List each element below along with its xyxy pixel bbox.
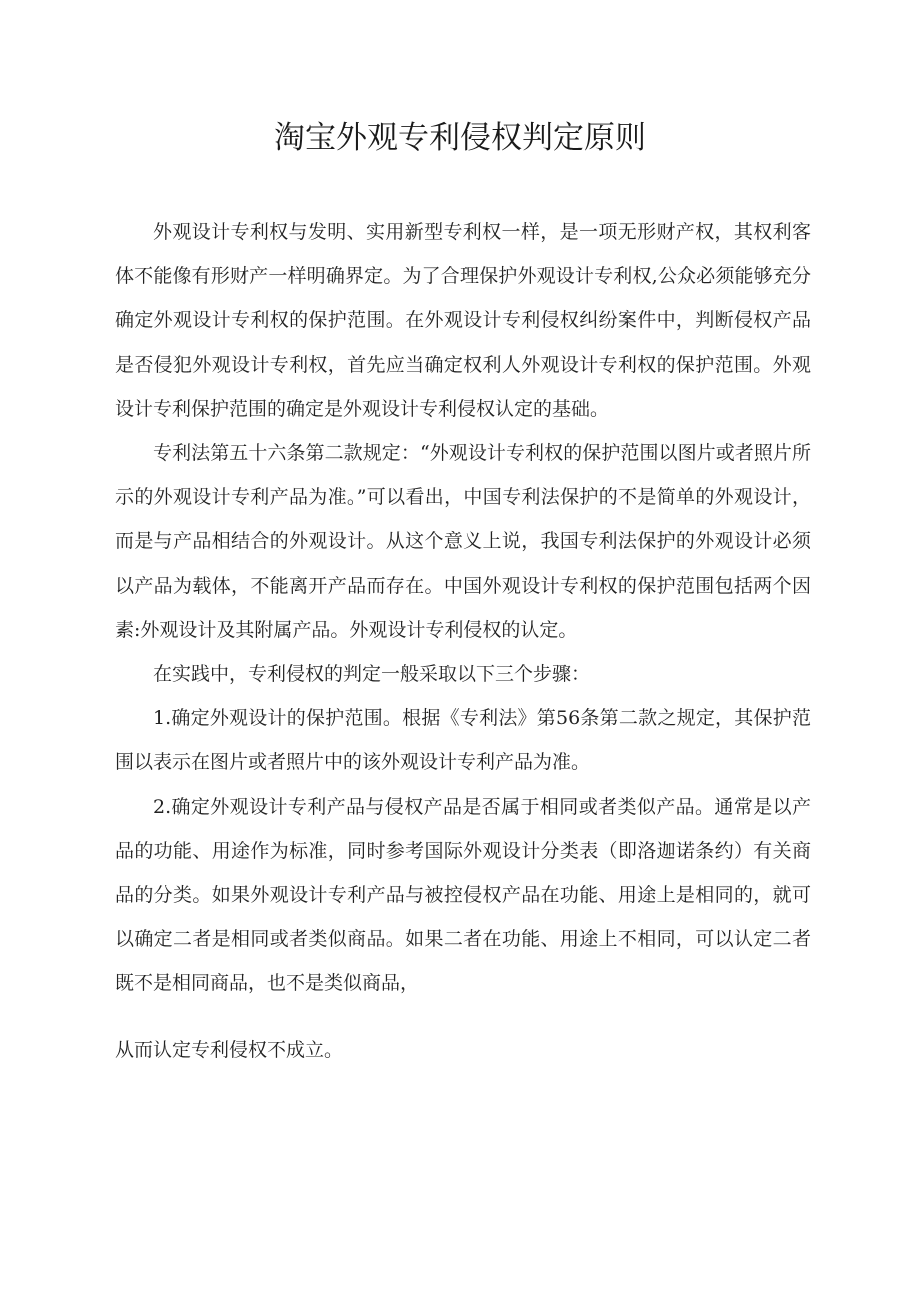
document-body [115, 210, 811, 1072]
paragraph-intro: 外观设计专利权与发明、实用新型专利权一样，是一项无形财产权，其权利客体不能像有形财产一样明确界定。为了合理保护外观设计专利权,公众必须能够充分确定外观设计专利权的保护范围。在外观设计专利侵权纠纷案件中，判断侵权产品是否侵犯外观设计专利权，首先应当确定权利人外观设计专利权的保护范围。外观设计专利保护范围的确定是外观设计专利侵权认定的基础。 [115, 221, 811, 420]
paragraph-step-2: 2.确定外观设计专利产品与侵权产品是否属于相同或者类似产品。通常是以产品的功能、用途作为标准，同时参考国际外观设计分类表（即洛迦诺条约）有关商品的分类。如果外观设计专利产品与被控侵权产品在功能、用途上是相同的，就可以确定二者是相同或者类似商品。如果二者在功能、用途上不相同，可以认定二者既不是相同商品，也不是类似商品， [115, 795, 811, 995]
paragraph-step-1: 1.确定外观设计的保护范围。根据《专利法》第56条第二款之规定，其保护范围以表示在图片或者照片中的该外观设计专利产品为准。 [115, 707, 811, 774]
document-title: 淘宝外观专利侵权判定原则 [274, 120, 646, 156]
paragraph-practice: 在实践中，专利侵权的判定一般采取以下三个步骤： [153, 663, 591, 686]
paragraph-article-56: 专利法第五十六条第二款规定：“外观设计专利权的保护范围以图片或者照片所示的外观设计专利产品为准。”可以看出，中国专利法保护的不是简单的外观设计，而是与产品相结合的外观设计。从这个意义上说，我国专利法保护的外观设计必须以产品为载体，不能离开产品而存在。中国外观设计专利权的保护范围包括两个因素:外观设计及其附属产品。外观设计专利侵权的认定。 [115, 442, 811, 641]
paragraph-conclusion: 从而认定专利侵权不成立。 [115, 1038, 344, 1061]
